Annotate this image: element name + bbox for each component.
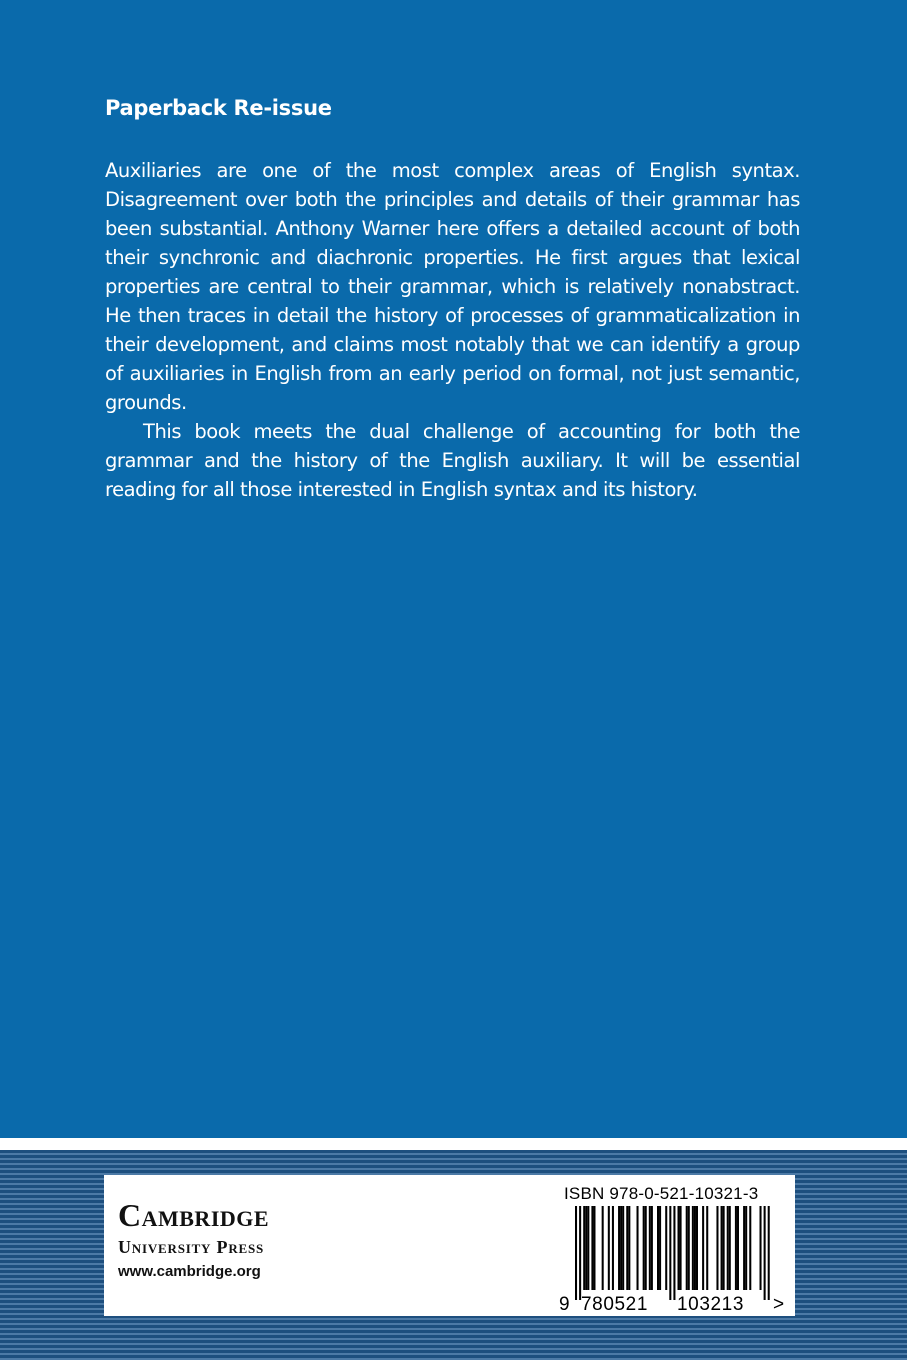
barcode-bar — [612, 1206, 614, 1290]
barcode-bar — [696, 1206, 698, 1290]
barcode-bar — [729, 1206, 731, 1290]
barcode-bar — [620, 1206, 622, 1290]
blurb-paragraph-1: Auxiliaries are one of the most complex areas of English syntax. Disagreement over both the principles and details of their grammar has been substantial. Anthony Warner here offers a detailed account of both their synchronic and diachronic properties. He first argues that lexical properties are central to their grammar, which is relatively nonabstract. He then traces in detail the history of processes of grammaticalization in their development, and claims most notably that we can identify a group of auxiliaries in English from an early period on formal, not just semantic, grounds. — [105, 159, 800, 414]
barcode-bar — [678, 1206, 680, 1290]
barcode-bar — [702, 1206, 704, 1290]
barcode-bar — [688, 1206, 690, 1290]
barcode-bar — [583, 1206, 585, 1290]
barcode-bar — [593, 1206, 595, 1290]
barcode-bar — [602, 1206, 604, 1290]
barcode-bar — [645, 1206, 647, 1290]
barcode-bar — [737, 1206, 739, 1290]
barcode-bar — [579, 1206, 581, 1300]
barcode-bar — [649, 1206, 651, 1290]
barcode-bar — [721, 1206, 723, 1290]
barcode-bar — [743, 1206, 745, 1290]
barcode-bar — [618, 1206, 620, 1290]
barcode-bar — [760, 1206, 762, 1290]
barcode-bar — [706, 1206, 708, 1290]
barcode-bar — [659, 1206, 661, 1290]
barcode-bar — [764, 1206, 766, 1300]
barcode-bar — [669, 1206, 671, 1300]
barcode-bar — [643, 1206, 645, 1290]
barcode-bar — [587, 1206, 589, 1290]
barcode-bar — [585, 1206, 587, 1290]
barcode-bar — [608, 1206, 610, 1290]
barcode-bar — [735, 1206, 737, 1290]
publisher-logo-name: Cambridge — [118, 1197, 270, 1233]
divider-band — [0, 1138, 907, 1150]
barcode-bar — [628, 1206, 630, 1290]
barcode-bar — [716, 1206, 718, 1290]
barcode-bar — [727, 1206, 729, 1290]
isbn-barcode — [559, 1206, 789, 1314]
barcode-bar — [626, 1206, 628, 1290]
barcode-group-2: 103213 — [677, 1294, 745, 1314]
back-cover-blurb — [105, 94, 800, 504]
barcode-bar — [575, 1206, 577, 1300]
barcode-bar — [694, 1206, 696, 1290]
isbn-label: ISBN 978-0-521-10321-3 — [564, 1184, 759, 1203]
barcode-bar — [686, 1206, 688, 1290]
barcode-bar — [651, 1206, 653, 1290]
barcode-bar — [637, 1206, 639, 1290]
barcode-bar — [745, 1206, 747, 1290]
barcode-bar — [657, 1206, 659, 1290]
barcode-group-1: 780521 — [581, 1294, 649, 1314]
barcode-bar — [665, 1206, 667, 1290]
barcode-bar — [749, 1206, 751, 1290]
barcode-lead-digit: 9 — [559, 1294, 570, 1314]
barcode-bar — [768, 1206, 770, 1300]
barcode-bar — [673, 1206, 675, 1300]
reissue-heading: Paperback Re-issue — [105, 96, 332, 120]
barcode-bar — [692, 1206, 694, 1290]
publisher-panel — [104, 1175, 795, 1316]
publisher-logo-subline: University Press — [118, 1237, 265, 1257]
barcode-bar — [723, 1206, 725, 1290]
blurb-paragraph-2: This book meets the dual challenge of accounting for both the grammar and the history of the English auxiliary. It will be essential reading for all those interested in English syntax and its history. — [105, 420, 800, 501]
publisher-website: www.cambridge.org — [118, 1263, 261, 1280]
barcode-bar — [591, 1206, 593, 1290]
barcode-arrow: > — [773, 1294, 785, 1314]
barcode-bar — [622, 1206, 624, 1290]
barcode-bar — [680, 1206, 682, 1290]
